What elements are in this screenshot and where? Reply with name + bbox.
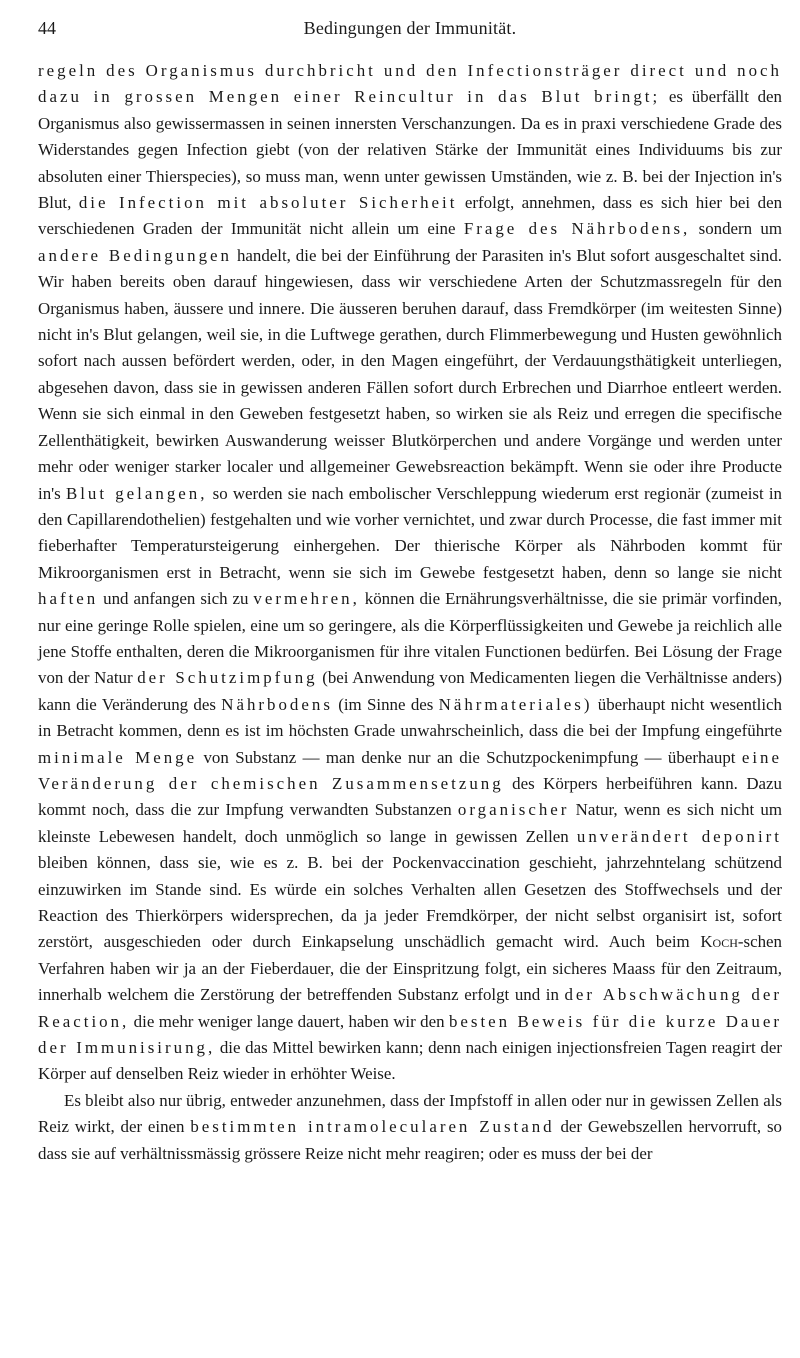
body-text xyxy=(38,58,782,1167)
small-caps-name: Koch xyxy=(700,932,738,952)
text-segment: sondern um xyxy=(690,219,782,239)
spaced-emphasis-text: regeln des Organismus durchbricht und den Infectionsträger direct und noch dazu in grossen Mengen einer Reincultur in das Blut bringt; xyxy=(38,61,782,107)
paragraph xyxy=(38,1088,782,1167)
paragraph xyxy=(38,58,782,1088)
spaced-emphasis-text: vermehren, xyxy=(253,589,360,609)
spaced-emphasis-text: minimale Menge xyxy=(38,747,198,767)
text-segment: -schen Verfahren haben wir ja an der Fieberdauer, die der Einspritzung folgt, ein sicheres Maass für den Zeitraum, innerhalb welchem die Zerstörung der betreffenden Substanz erfolgt und in xyxy=(38,932,782,1005)
text-segment: die das Mittel bewirken kann; denn nach einigen injectionsfreien Tagen reagirt der Körper auf denselben Reiz wieder in erhöhter Weise. xyxy=(38,1038,782,1084)
spaced-emphasis-text: der Abschwächung der Reaction, xyxy=(38,985,782,1031)
text-segment: (bei Anwendung von Medicamenten liegen die Verhältnisse anders) kann die Veränderung des xyxy=(38,668,783,714)
text-segment: erfolgt, annehmen, dass es sich hier bei den verschiedenen Graden der Immunität nicht allein um eine xyxy=(38,193,783,239)
spaced-emphasis-text: Nährmateriales) xyxy=(438,694,593,714)
spaced-emphasis-text: besten Beweis für die kurze Dauer der Immunisirung, xyxy=(38,1011,782,1058)
text-segment: der Gewebszellen hervorruft, so dass sie auf verhältnissmässig grössere Reize nicht mehr reagiren; oder es muss der bei der xyxy=(38,1117,782,1163)
text-segment: können die Ernährungsverhältnisse, die sie primär vorfinden, nur eine geringe Rolle spielen, eine um so geringere, als die Körperflüssigkeiten und Gewebe ja reichlich alle jene Stoffe enthalten, deren die Mikroorganismen für ihre vitalen Functionen bedürfen. Bei Lösung der Frage von der Natur xyxy=(38,589,782,688)
text-segment: von Substanz — man denke nur an die Schutzpockenimpfung — überhaupt xyxy=(197,747,742,767)
text-segment: bleiben können, dass sie, wie es z. B. bei der Pockenvaccination geschieht, jahrzehntelang schützend einzuwirken im Stande sind. Es würde ein solches Verhalten allen Gesetzen des Stoffwechsels und der Reaction des Thierkörpers widersprechen, da ja jeder Fremdkörper, der nicht selbst organisirt ist, sofort zerstört, ausgeschieden oder durch Einkapselung unschädlich gemacht wird. Auch beim xyxy=(38,853,782,952)
text-segment: Es bleibt also nur übrig, entweder anzunehmen, dass der Impfstoff in allen oder nur in gewissen Zellen als Reiz wirkt, der einen xyxy=(38,1090,782,1137)
page-number: 44 xyxy=(38,18,56,38)
spaced-emphasis-text: Blut gelangen, xyxy=(65,483,208,503)
text-segment: des Körpers herbeiführen kann. Dazu kommt noch, dass die zur Impfung verwandten Substanzen xyxy=(38,773,782,820)
text-segment: die mehr weniger lange dauert, haben wir den xyxy=(129,1011,449,1031)
spaced-emphasis-text: bestimmten intramolecularen Zustand xyxy=(190,1117,555,1137)
text-segment: und anfangen sich zu xyxy=(98,589,254,609)
text-segment: handelt, die bei der Einführung der Parasiten in's Blut sofort ausgeschaltet sind. Wir haben bereits oben darauf hingewiesen, dass wir verschiedene Arten der Schutzmassregeln für den Organismus haben, äussere und innere. Die äusseren beruhen darauf, dass Fremdkörper (im weitesten Sinne) nicht in's Blut gelangen, weil sie, in die Luftwege gerathen, durch Flimmerbewegung und Husten gewöhnlich sofort nach aussen befördert werden, oder, in den Magen eingeführt, der Verdauungsthätigkeit unterliegen, abgesehen davon, dass sie in gewissen anderen Fällen sofort durch Erbrechen und Diarrhoe entleert werden. Wenn sie sich einmal in den Geweben festgesetzt haben, so wirken sie als Reiz und erregen die specifische Zellenthätigkeit, bewirken Auswanderung weisser Blutkörperchen und andere Vorgänge und werden unter mehr oder weniger starker localer und allgemeiner Gewebsreaction bekämpft. Wenn sie oder ihre Producte in's xyxy=(38,245,782,503)
spaced-emphasis-text: eine Veränderung der chemischen Zusammensetzung xyxy=(38,747,782,793)
running-title: Bedingungen der Immunität. xyxy=(303,18,517,38)
text-segment: (im Sinne des xyxy=(332,694,439,714)
page-header xyxy=(38,18,782,58)
spaced-emphasis-text: Nährbodens xyxy=(221,694,333,714)
book-page xyxy=(38,18,782,1167)
text-segment: so werden sie nach embolischer Verschleppung wiederum erst regionär (zumeist in den Capillarendothelien) festgehalten und wie vorher vernichtet, und zwar durch Processe, die fast immer mit fieberhafter Temperatursteigerung einhergehen. Der thierische Körper als Nährboden kommt für Mikroorganismen erst in Betracht, wenn sie sich im Gewebe festgesetzt haben, denn so lange sie nicht xyxy=(38,483,782,582)
spaced-emphasis-text: der Schutzimpfung xyxy=(137,668,318,688)
spaced-emphasis-text: andere Bedingungen xyxy=(38,245,233,265)
spaced-emphasis-text: unverändert deponirt xyxy=(576,826,782,846)
spaced-emphasis-text: Frage des Nährbodens, xyxy=(463,219,691,239)
text-segment: Natur, wenn es sich nicht um kleinste Lebewesen handelt, doch unmöglich so lange in gewissen Zellen xyxy=(38,800,782,846)
spaced-emphasis-text: die Infection mit absoluter Sicherheit xyxy=(78,193,458,213)
spaced-emphasis-text: organischer xyxy=(457,800,570,820)
spaced-emphasis-text: haften xyxy=(38,589,99,609)
text-segment: überhaupt nicht wesentlich in Betracht kommen, denn es ist im höchsten Grade unwahrscheinlich, dass die bei der Impfung eingeführte xyxy=(38,694,782,741)
text-segment: es überfällt den Organismus also gewissermassen in seinen innersten Verschanzungen. Da es in praxi verschiedene Grade des Widerstandes gegen Infection giebt (von der relativen Stärke der Immunität eines Individuums bis zur absoluten einer Thierspecies), so muss man, wenn unter gewissen Umständen, wie z. B. bei der Injection in's Blut, xyxy=(38,87,782,213)
